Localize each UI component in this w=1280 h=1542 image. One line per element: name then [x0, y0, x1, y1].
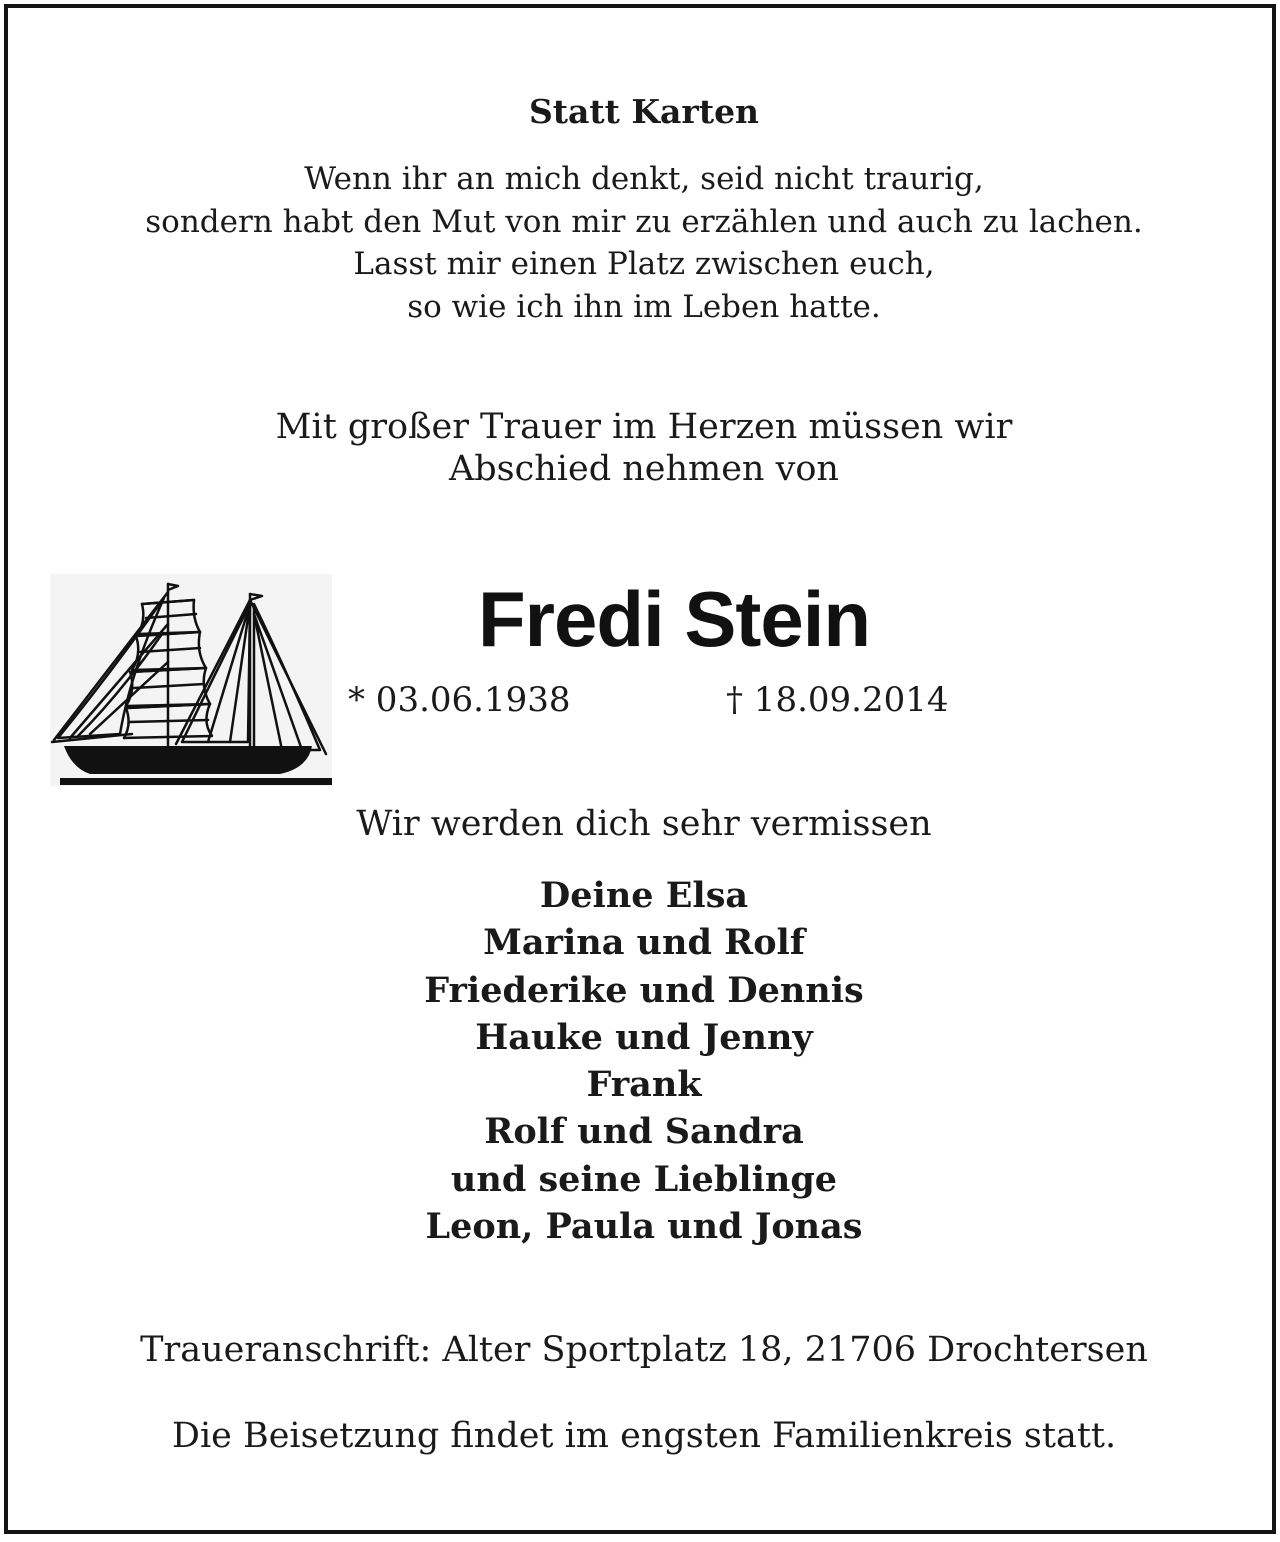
burial-note: Die Beisetzung findet im engsten Familienkreis statt.: [171, 1416, 1117, 1456]
birth-date: * 03.06.1938: [348, 680, 571, 720]
poem: [8, 158, 1280, 328]
family-member: Leon, Paula und Jonas: [425, 1206, 863, 1248]
family-member: Deine Elsa: [539, 875, 749, 916]
family-member: und seine Lieblinge: [450, 1158, 838, 1200]
family-member: Hauke und Jenny: [475, 1016, 813, 1058]
mourning-address: Traueranschrift: Alter Sportplatz 18, 21706 Drochtersen: [140, 1330, 1148, 1370]
closing-line: Wir werden dich sehr vermissen: [356, 804, 932, 844]
deceased-name: Fredi Stein: [477, 575, 871, 663]
obituary-notice: [4, 4, 1276, 1534]
family-member: Friederike und Dennis: [424, 969, 864, 1011]
family-member: Frank: [586, 1064, 702, 1106]
intro-line: Abschied nehmen von: [449, 449, 839, 489]
family-member: Rolf und Sandra: [484, 1111, 804, 1153]
poem-line: Lasst mir einen Platz zwischen euch,: [353, 246, 935, 282]
family-list: [8, 872, 1280, 1250]
family-member: Marina und Rolf: [483, 922, 805, 964]
sailing-ship-icon: [50, 574, 332, 786]
poem-line: Wenn ihr an mich denkt, seid nicht traurig,: [304, 161, 984, 197]
poem-line: sondern habt den Mut von mir zu erzählen und auch zu lachen.: [145, 203, 1143, 240]
poem-line: so wie ich ihn im Leben hatte.: [407, 288, 881, 325]
heading: Statt Karten: [528, 92, 760, 131]
intro-line: Mit großer Trauer im Herzen müssen wir: [275, 407, 1013, 447]
intro-text: [8, 406, 1280, 490]
death-date: † 18.09.2014: [726, 680, 949, 720]
